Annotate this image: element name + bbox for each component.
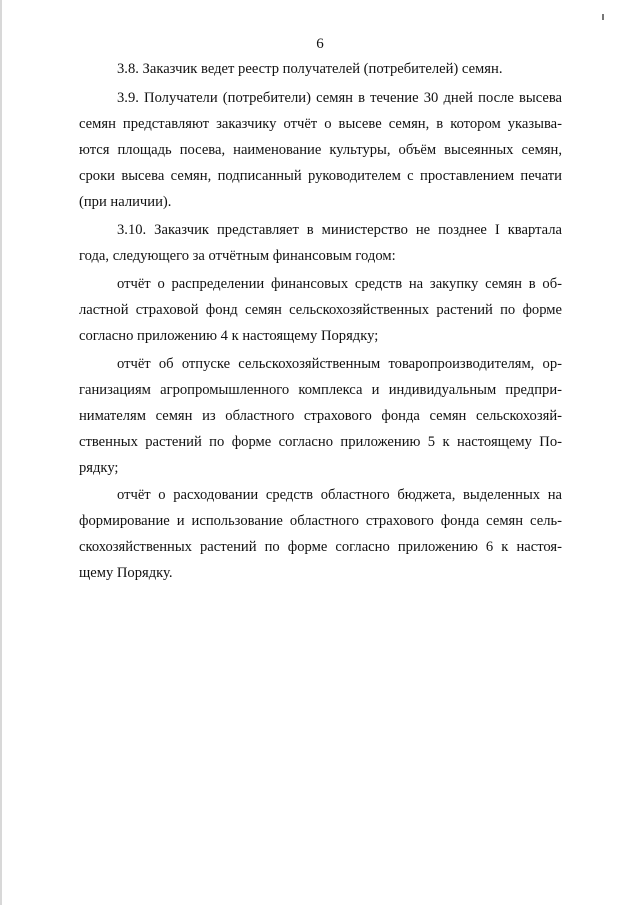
scan-edge-shadow: [0, 0, 2, 905]
paragraph-3-9-line: сроки высева семян, подписанный руководителем с проставлением печати: [79, 168, 562, 184]
list-item-report-1-line: ластной страховой фонд семян сельскохозяйственных растений по форме: [79, 302, 562, 318]
paragraph-3-9-line: ются площадь посева, наименование культуры, объём высеянных семян,: [79, 142, 562, 158]
list-item-report-3-line: формирование и использование областного страхового фонда семян сель-: [79, 513, 562, 529]
list-item-report-2-line: ганизациям агропромышленного комплекса и индивидуальным предпри-: [79, 382, 562, 398]
paragraph-3-10-line: 3.10. Заказчик представляет в министерство не позднее I квартала: [117, 222, 562, 238]
list-item-report-1-line: отчёт о распределении финансовых средств на закупку семян в об-: [117, 276, 562, 292]
paragraph-3-9-line: семян представляют заказчику отчёт о высеве семян, в котором указыва-: [79, 116, 562, 132]
list-item-report-1-line: согласно приложению 4 к настоящему Порядку;: [79, 328, 379, 344]
page-number: 6: [316, 36, 324, 52]
list-item-report-2-line: отчёт об отпуске сельскохозяйственным товаропроизводителям, ор-: [117, 356, 562, 372]
list-item-report-3-line: щему Порядку.: [79, 565, 173, 581]
list-item-report-2-line: рядку;: [79, 460, 119, 476]
list-item-report-3-line: отчёт о расходовании средств областного бюджета, выделенных на: [117, 487, 562, 503]
paragraph-3-9-line: 3.9. Получатели (потребители) семян в течение 30 дней после высева: [117, 90, 562, 106]
scan-speck: [602, 14, 604, 20]
paragraph-3-9-line: (при наличии).: [79, 194, 172, 210]
list-item-report-2-line: ственных растений по форме согласно приложению 5 к настоящему По-: [79, 434, 562, 450]
paragraph-3-10-line: года, следующего за отчётным финансовым годом:: [79, 248, 396, 264]
paragraph-3-8: 3.8. Заказчик ведет реестр получателей (потребителей) семян.: [117, 61, 503, 77]
list-item-report-2-line: нимателям семян из областного страхового фонда семян сельскохозяй-: [79, 408, 562, 424]
list-item-report-3-line: скохозяйственных растений по форме согласно приложению 6 к настоя-: [79, 539, 562, 555]
